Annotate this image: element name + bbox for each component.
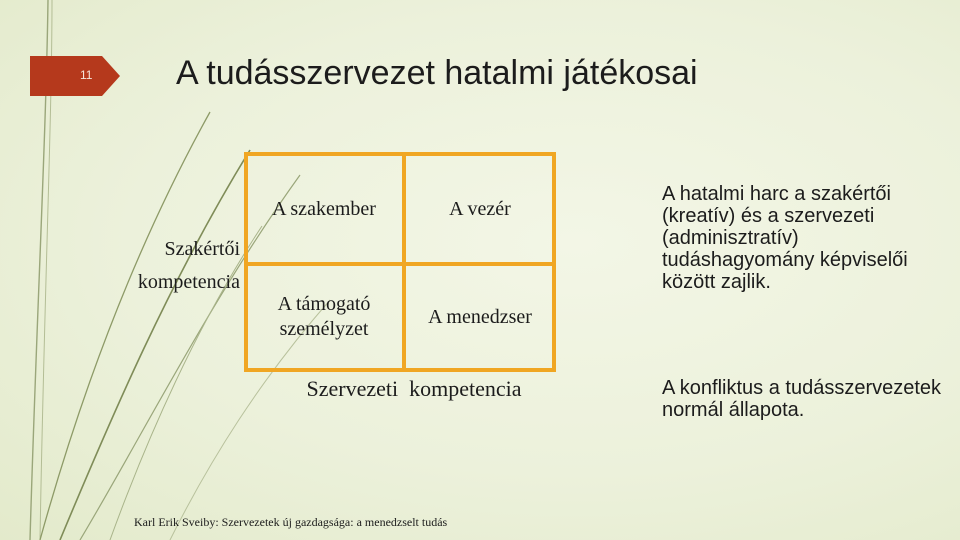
matrix-cell-expert: A szakember (272, 198, 376, 220)
matrix-cell-leader: A vezér (449, 198, 511, 220)
horizontal-axis-label: Szervezeti kompetencia (306, 376, 522, 401)
matrix-cell-manager: A menedzser (428, 306, 532, 328)
conflict-paragraph: A konfliktus a tudásszervezetek normál állapota. (662, 377, 942, 421)
slide-number: 11 (80, 68, 93, 82)
source-footnote: Karl Erik Sveiby: Szervezetek új gazdagsága: a menedzselt tudás (134, 515, 448, 529)
vertical-axis-label: Szakértői kompetencia (137, 238, 240, 293)
matrix-cell-support-staff: A támogató személyzet (277, 293, 371, 340)
slide-number-tab (30, 56, 120, 96)
slide-title: A tudásszervezet hatalmi játékosai (176, 54, 698, 92)
power-struggle-paragraph: A hatalmi harc a szakértői (kreatív) és a szervezeti (adminisztratív) tudáshagyomány képviselői között zajlik. (662, 183, 908, 293)
matrix-horizontal-divider (248, 262, 552, 266)
